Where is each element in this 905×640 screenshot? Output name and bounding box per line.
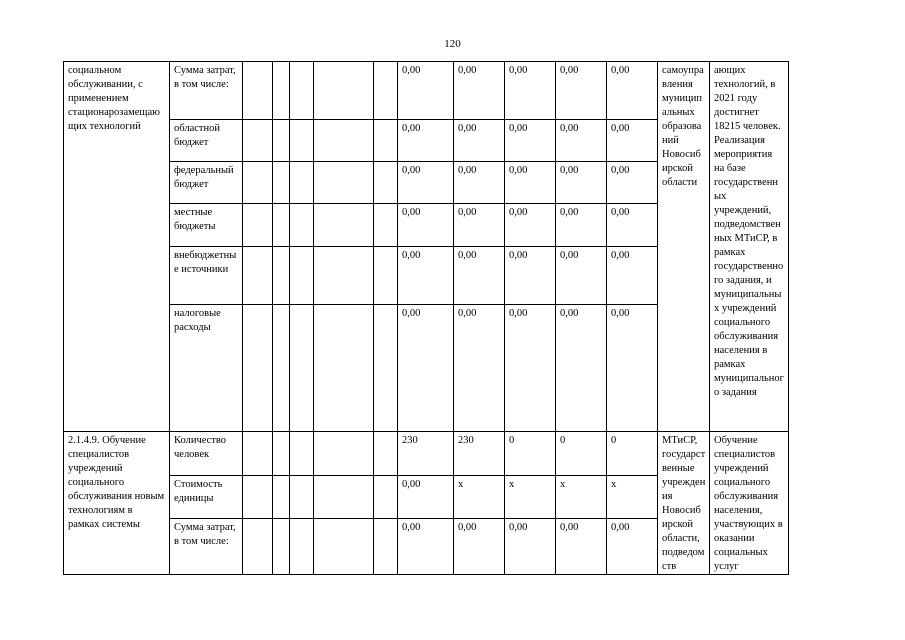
value-cell: х <box>454 476 505 519</box>
empty-cell <box>243 476 273 519</box>
empty-cell <box>374 519 398 575</box>
value-cell: 0 <box>505 432 556 476</box>
value-cell: 0,00 <box>607 305 658 432</box>
empty-cell <box>290 204 314 247</box>
value-cell: 230 <box>454 432 505 476</box>
value-cell: 0,00 <box>398 204 454 247</box>
value-cell: 0,00 <box>454 204 505 247</box>
empty-cell <box>314 432 374 476</box>
activity-name-cell: социальном обслуживании, с применением стационарозамещающих технологий <box>64 62 170 432</box>
empty-cell <box>243 247 273 305</box>
empty-cell <box>273 162 290 204</box>
value-cell: 0,00 <box>505 247 556 305</box>
value-cell: 0 <box>556 432 607 476</box>
empty-cell <box>374 432 398 476</box>
value-cell: 0,00 <box>398 519 454 575</box>
value-cell: 0,00 <box>556 305 607 432</box>
empty-cell <box>314 247 374 305</box>
empty-cell <box>290 305 314 432</box>
value-cell: 0,00 <box>398 247 454 305</box>
value-cell: 0,00 <box>398 305 454 432</box>
empty-cell <box>243 120 273 162</box>
program-table <box>63 61 894 575</box>
empty-cell <box>374 476 398 519</box>
value-cell: 0,00 <box>454 62 505 120</box>
value-cell: 0,00 <box>556 204 607 247</box>
value-cell: 0,00 <box>398 162 454 204</box>
value-cell: 0,00 <box>505 62 556 120</box>
empty-cell <box>374 162 398 204</box>
indicator-cell: Количество человек <box>170 432 243 476</box>
empty-cell <box>374 204 398 247</box>
value-cell: 0,00 <box>607 62 658 120</box>
value-cell: 0,00 <box>454 120 505 162</box>
value-cell: 0,00 <box>556 120 607 162</box>
indicator-cell: областной бюджет <box>170 120 243 162</box>
empty-cell <box>290 120 314 162</box>
value-cell: 0 <box>607 432 658 476</box>
value-cell: 0,00 <box>454 519 505 575</box>
empty-cell <box>314 120 374 162</box>
table-body <box>64 62 894 575</box>
empty-cell <box>273 120 290 162</box>
value-cell: 0,00 <box>398 62 454 120</box>
empty-cell <box>314 519 374 575</box>
empty-cell <box>290 162 314 204</box>
empty-cell <box>273 204 290 247</box>
empty-cell <box>314 305 374 432</box>
empty-cell <box>243 305 273 432</box>
value-cell: 230 <box>398 432 454 476</box>
empty-cell <box>290 62 314 120</box>
indicator-cell: Стоимость единицы <box>170 476 243 519</box>
value-cell: 0,00 <box>398 120 454 162</box>
value-cell: х <box>505 476 556 519</box>
value-cell: 0,00 <box>398 476 454 519</box>
value-cell: 0,00 <box>556 519 607 575</box>
empty-cell <box>374 247 398 305</box>
empty-cell <box>290 476 314 519</box>
empty-cell <box>290 432 314 476</box>
empty-cell <box>273 62 290 120</box>
indicator-cell: местные бюджеты <box>170 204 243 247</box>
value-cell: 0,00 <box>454 305 505 432</box>
indicator-cell: Сумма затрат, в том числе: <box>170 62 243 120</box>
value-cell: 0,00 <box>505 162 556 204</box>
empty-cell <box>314 204 374 247</box>
empty-cell <box>273 432 290 476</box>
indicator-cell: налоговые расходы <box>170 305 243 432</box>
indicator-cell: внебюджетные источники <box>170 247 243 305</box>
table-row <box>64 432 894 476</box>
empty-cell <box>243 519 273 575</box>
value-cell: 0,00 <box>607 120 658 162</box>
value-cell: 0,00 <box>556 247 607 305</box>
empty-cell <box>314 476 374 519</box>
activity-name-cell: 2.1.4.9. Обучение специалистов учреждений социального обслуживания новым технологиям в рамках системы <box>64 432 170 575</box>
empty-cell <box>374 62 398 120</box>
value-cell: 0,00 <box>505 519 556 575</box>
empty-cell <box>243 204 273 247</box>
executor-cell: МТиСР, государственные учреждения Новосибирской области, подведомств <box>658 432 710 575</box>
value-cell: х <box>556 476 607 519</box>
result-cell: Обучение специалистов учреждений социального обслуживания населения, участвующих в оказании социальных услуг <box>710 432 789 575</box>
indicator-cell: Сумма затрат, в том числе: <box>170 519 243 575</box>
empty-cell <box>290 247 314 305</box>
empty-cell <box>273 305 290 432</box>
empty-cell <box>243 432 273 476</box>
value-cell: 0,00 <box>454 162 505 204</box>
value-cell: х <box>607 476 658 519</box>
empty-cell <box>290 519 314 575</box>
empty-cell <box>273 476 290 519</box>
empty-cell <box>273 519 290 575</box>
page-number: 120 <box>444 38 461 50</box>
empty-cell <box>374 305 398 432</box>
empty-cell <box>314 62 374 120</box>
value-cell: 0,00 <box>454 247 505 305</box>
indicator-cell: федеральный бюджет <box>170 162 243 204</box>
value-cell: 0,00 <box>607 247 658 305</box>
value-cell: 0,00 <box>607 204 658 247</box>
empty-cell <box>243 62 273 120</box>
result-cell: ающих технологий, в 2021 году достигнет 18215 человек. Реализация мероприятия на базе государственных учреждений, подведомственных МТиСР, в рамках государственного задания, и муниципальных учреждений социального обслуживания населения в рамках муниципального задания <box>710 62 789 432</box>
value-cell: 0,00 <box>505 305 556 432</box>
value-cell: 0,00 <box>607 519 658 575</box>
table-row <box>64 62 894 120</box>
value-cell: 0,00 <box>505 204 556 247</box>
empty-cell <box>314 162 374 204</box>
empty-cell <box>374 120 398 162</box>
empty-cell <box>243 162 273 204</box>
value-cell: 0,00 <box>505 120 556 162</box>
value-cell: 0,00 <box>556 162 607 204</box>
value-cell: 0,00 <box>556 62 607 120</box>
value-cell: 0,00 <box>607 162 658 204</box>
executor-cell: самоуправления муниципальных образований Новосибирской области <box>658 62 710 432</box>
empty-cell <box>273 247 290 305</box>
